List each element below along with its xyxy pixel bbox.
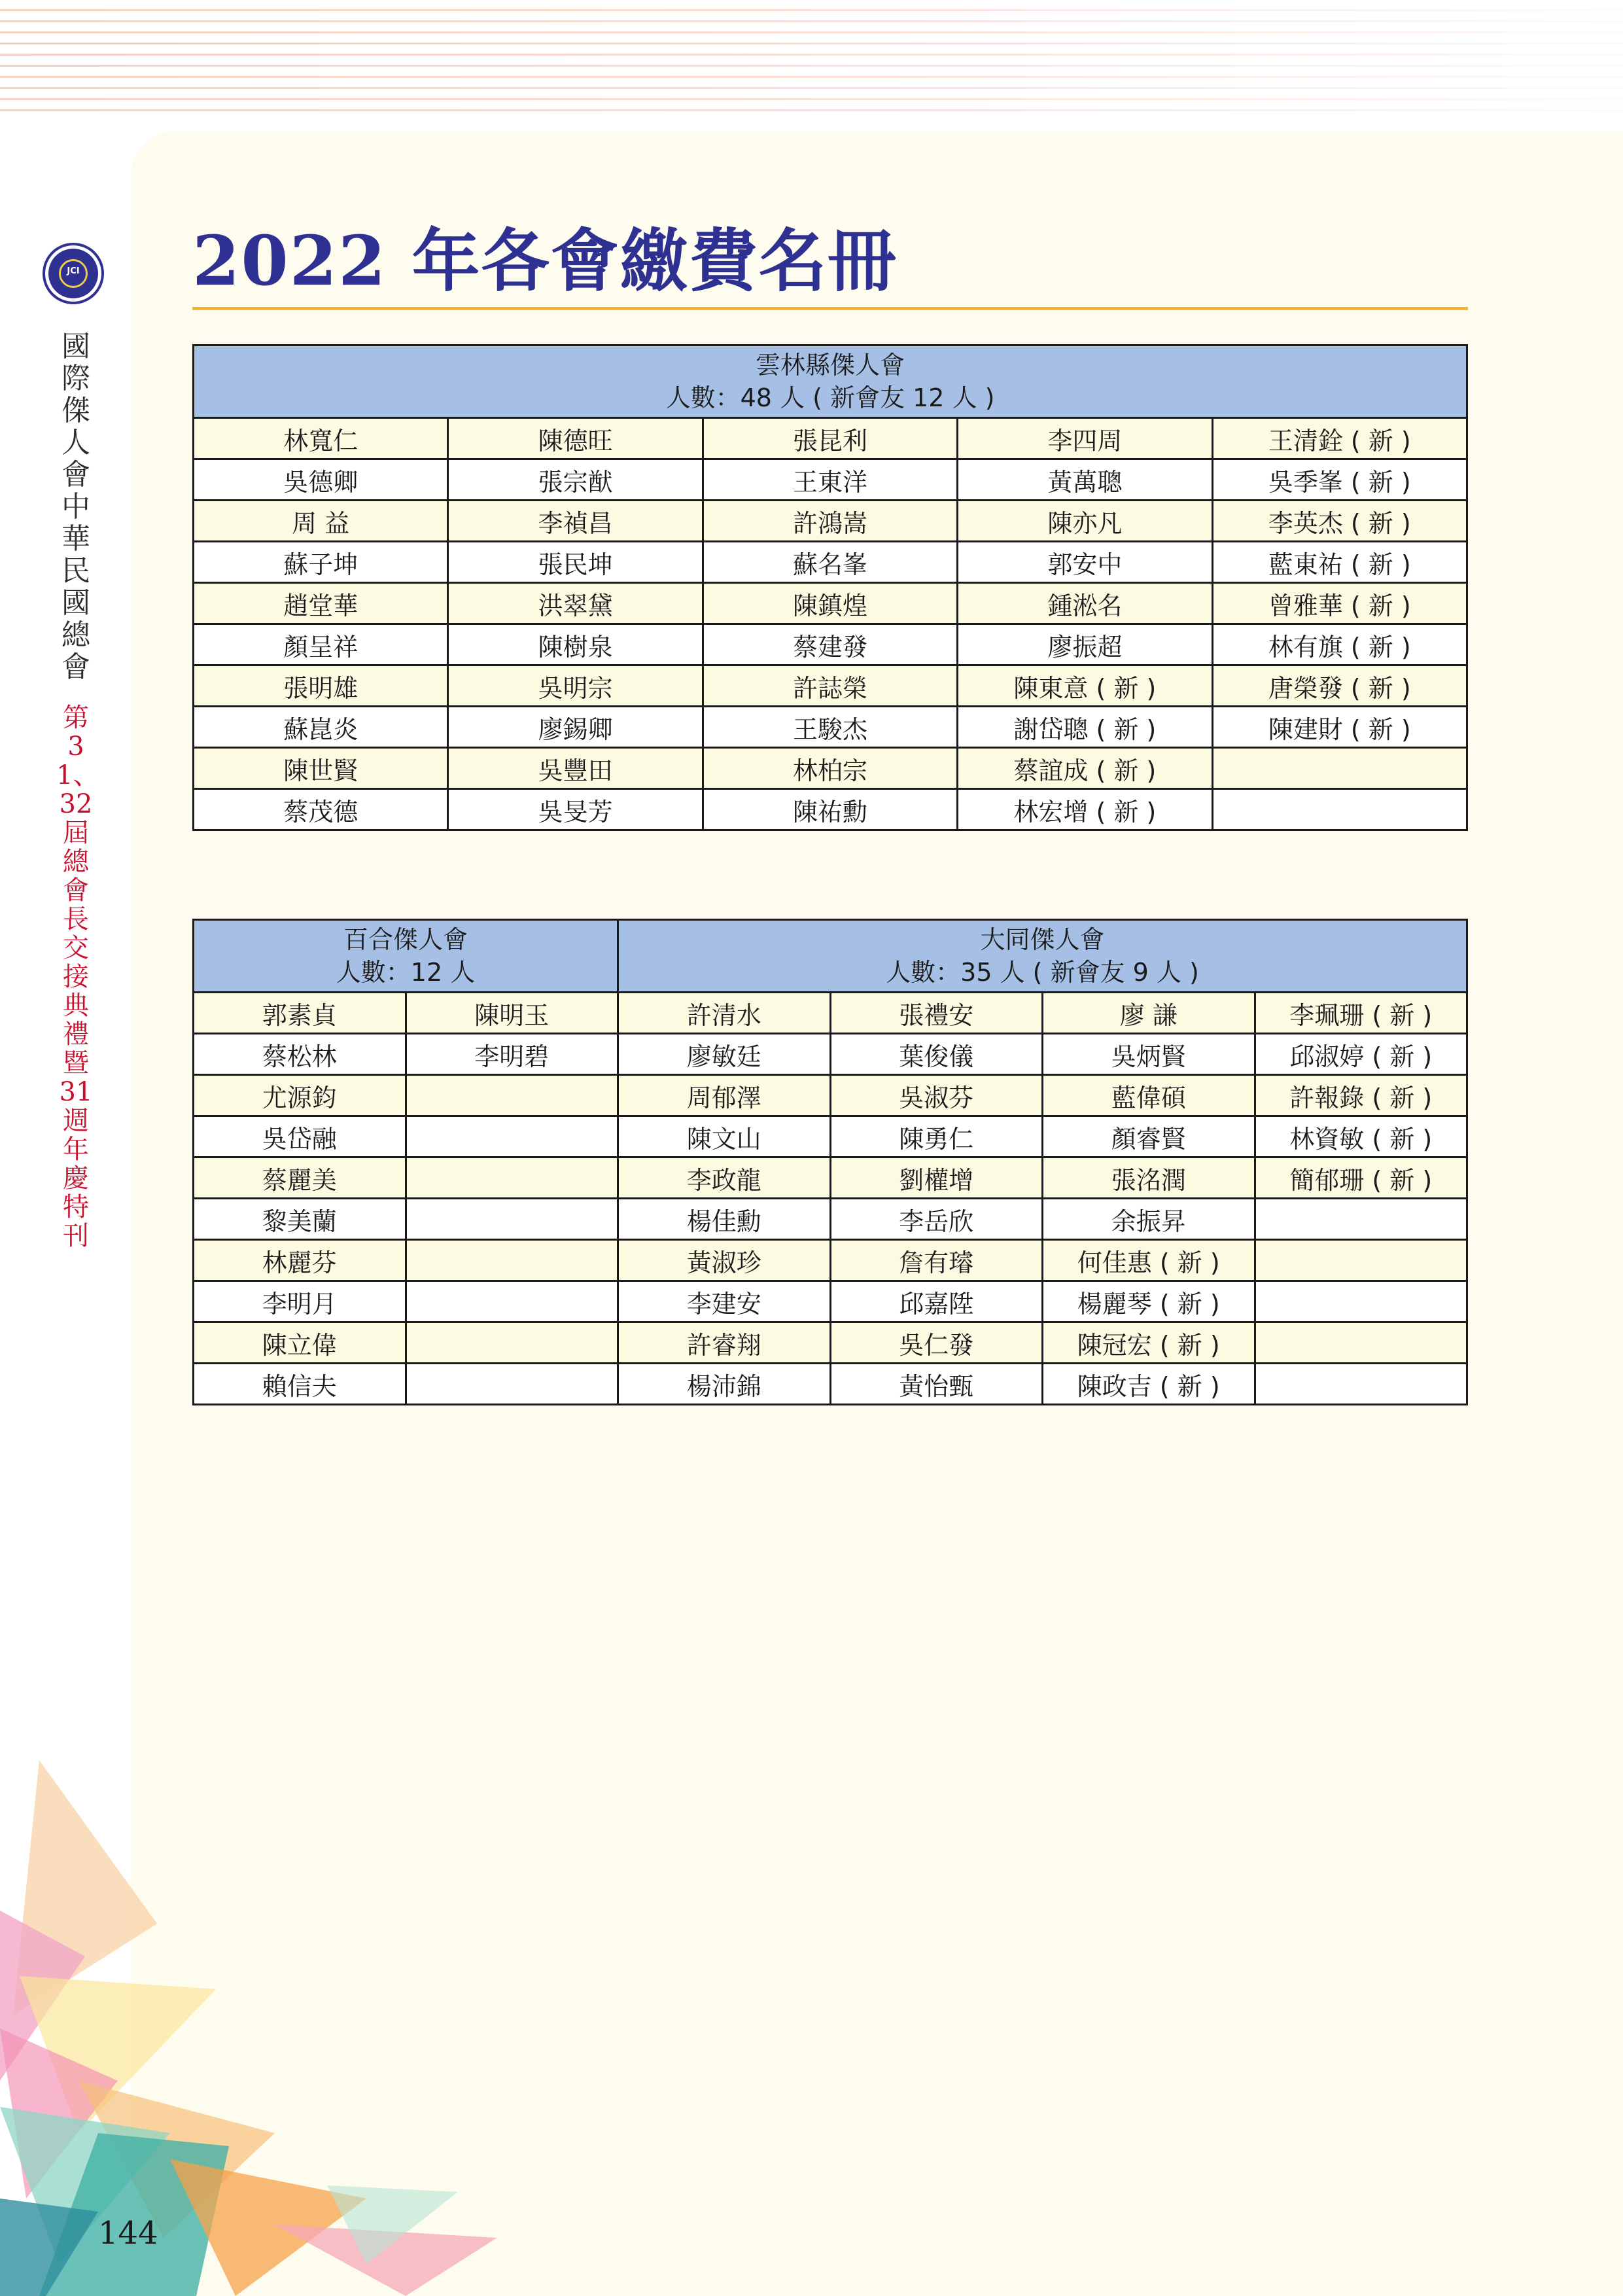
baihe-club-header bbox=[194, 920, 618, 993]
member-name-cell: 黃萬聰 bbox=[958, 459, 1212, 501]
logo-text: JCI bbox=[67, 266, 80, 276]
table-row bbox=[194, 1075, 1467, 1116]
club-member-count: 人數：12 人 bbox=[336, 958, 476, 987]
member-name-cell bbox=[1255, 1281, 1467, 1322]
member-name-cell: 洪翠黛 bbox=[448, 583, 703, 624]
member-name-cell: 林柏宗 bbox=[703, 748, 957, 789]
yunlin-club-table bbox=[192, 344, 1468, 831]
member-name-cell: 郭素貞 bbox=[194, 993, 406, 1034]
side-organization-name: 國際傑人會中華民國總會 bbox=[61, 330, 90, 684]
member-name-cell bbox=[1212, 789, 1467, 830]
member-name-cell: 郭安中 bbox=[958, 542, 1212, 583]
table-row bbox=[194, 789, 1467, 830]
member-name-cell: 曾雅華 ( 新 ) bbox=[1212, 583, 1467, 624]
member-name-cell: 邱淑婷 ( 新 ) bbox=[1255, 1034, 1467, 1075]
member-name-cell: 許清水 bbox=[618, 993, 831, 1034]
table-row bbox=[194, 1116, 1467, 1157]
member-name-cell: 劉權增 bbox=[830, 1157, 1043, 1199]
member-name-cell: 吳仁發 bbox=[830, 1322, 1043, 1364]
member-name-cell: 許睿翔 bbox=[618, 1322, 831, 1364]
table-row bbox=[194, 1281, 1467, 1322]
table-row bbox=[194, 1322, 1467, 1364]
member-name-cell: 陳世賢 bbox=[194, 748, 448, 789]
member-name-cell: 鍾淞名 bbox=[958, 583, 1212, 624]
table-row bbox=[194, 1240, 1467, 1281]
member-name-cell: 吳季峯 ( 新 ) bbox=[1212, 459, 1467, 501]
member-name-cell: 林寬仁 bbox=[194, 418, 448, 459]
member-name-cell: 唐榮發 ( 新 ) bbox=[1212, 665, 1467, 707]
member-name-cell bbox=[406, 1199, 618, 1240]
member-name-cell: 周 益 bbox=[194, 501, 448, 542]
member-name-cell: 李明月 bbox=[194, 1281, 406, 1322]
member-name-cell: 陳明玉 bbox=[406, 993, 618, 1034]
member-name-cell: 吳淑芬 bbox=[830, 1075, 1043, 1116]
member-name-cell: 廖 謙 bbox=[1043, 993, 1255, 1034]
member-name-cell: 許誌榮 bbox=[703, 665, 957, 707]
member-name-cell bbox=[406, 1364, 618, 1405]
member-name-cell: 陳鎮煌 bbox=[703, 583, 957, 624]
decorative-triangles bbox=[0, 1740, 536, 2296]
member-name-cell: 陳祐勳 bbox=[703, 789, 957, 830]
member-name-cell: 吳明宗 bbox=[448, 665, 703, 707]
table-row bbox=[194, 707, 1467, 748]
table-row bbox=[194, 501, 1467, 542]
yunlin-club-rows bbox=[194, 418, 1467, 830]
member-name-cell: 李四周 bbox=[958, 418, 1212, 459]
member-name-cell: 李明碧 bbox=[406, 1034, 618, 1075]
member-name-cell: 吳炳賢 bbox=[1043, 1034, 1255, 1075]
member-name-cell: 許報錄 ( 新 ) bbox=[1255, 1075, 1467, 1116]
member-name-cell: 藍東祐 ( 新 ) bbox=[1212, 542, 1467, 583]
side-event-title: 第31、32屆總會長交接典禮暨31週年慶特刊 bbox=[56, 703, 99, 1251]
member-name-cell: 廖振超 bbox=[958, 624, 1212, 665]
yunlin-club-header bbox=[194, 345, 1467, 418]
member-name-cell bbox=[1255, 1322, 1467, 1364]
member-name-cell: 張昆利 bbox=[703, 418, 957, 459]
member-name-cell bbox=[406, 1157, 618, 1199]
baihe-datong-club-table bbox=[192, 919, 1468, 1405]
member-name-cell: 吳岱融 bbox=[194, 1116, 406, 1157]
member-name-cell: 李岳欣 bbox=[830, 1199, 1043, 1240]
member-name-cell: 蘇名峯 bbox=[703, 542, 957, 583]
member-name-cell: 何佳惠 ( 新 ) bbox=[1043, 1240, 1255, 1281]
member-name-cell: 陳東意 ( 新 ) bbox=[958, 665, 1212, 707]
member-name-cell: 吳旻芳 bbox=[448, 789, 703, 830]
member-name-cell: 陳政吉 ( 新 ) bbox=[1043, 1364, 1255, 1405]
table-row bbox=[194, 1034, 1467, 1075]
member-name-cell: 張明雄 bbox=[194, 665, 448, 707]
member-name-cell bbox=[1212, 748, 1467, 789]
organization-logo bbox=[48, 249, 98, 298]
member-name-cell: 王東洋 bbox=[703, 459, 957, 501]
club-name: 雲林縣傑人會 bbox=[755, 351, 905, 380]
member-name-cell: 陳勇仁 bbox=[830, 1116, 1043, 1157]
member-name-cell: 楊麗琴 ( 新 ) bbox=[1043, 1281, 1255, 1322]
member-name-cell: 陳樹泉 bbox=[448, 624, 703, 665]
member-name-cell: 謝岱聰 ( 新 ) bbox=[958, 707, 1212, 748]
table-row bbox=[194, 748, 1467, 789]
member-name-cell: 顏呈祥 bbox=[194, 624, 448, 665]
member-name-cell: 陳文山 bbox=[618, 1116, 831, 1157]
member-name-cell: 林麗芬 bbox=[194, 1240, 406, 1281]
member-name-cell: 陳亦凡 bbox=[958, 501, 1212, 542]
table-row bbox=[194, 1157, 1467, 1199]
member-name-cell: 余振昇 bbox=[1043, 1199, 1255, 1240]
member-name-cell: 蔡建發 bbox=[703, 624, 957, 665]
member-name-cell: 張民坤 bbox=[448, 542, 703, 583]
table-row bbox=[194, 1364, 1467, 1405]
member-name-cell: 林有旗 ( 新 ) bbox=[1212, 624, 1467, 665]
member-name-cell bbox=[406, 1281, 618, 1322]
member-name-cell: 陳冠宏 ( 新 ) bbox=[1043, 1322, 1255, 1364]
member-name-cell: 詹有璿 bbox=[830, 1240, 1043, 1281]
member-name-cell: 李英杰 ( 新 ) bbox=[1212, 501, 1467, 542]
member-name-cell bbox=[1255, 1364, 1467, 1405]
member-name-cell: 楊佳勳 bbox=[618, 1199, 831, 1240]
member-name-cell bbox=[406, 1075, 618, 1116]
member-name-cell: 蔡茂德 bbox=[194, 789, 448, 830]
member-name-cell: 張洺潤 bbox=[1043, 1157, 1255, 1199]
member-name-cell: 吳豐田 bbox=[448, 748, 703, 789]
member-name-cell: 蔡麗美 bbox=[194, 1157, 406, 1199]
club-member-count: 人數：35 人 ( 新會友 9 人 ) bbox=[886, 958, 1199, 987]
member-name-cell: 周郁澤 bbox=[618, 1075, 831, 1116]
member-name-cell: 賴信夫 bbox=[194, 1364, 406, 1405]
member-name-cell: 楊沛錦 bbox=[618, 1364, 831, 1405]
member-name-cell: 簡郁珊 ( 新 ) bbox=[1255, 1157, 1467, 1199]
page-number: 144 bbox=[98, 2215, 158, 2252]
member-name-cell: 廖敏廷 bbox=[618, 1034, 831, 1075]
member-name-cell: 李政龍 bbox=[618, 1157, 831, 1199]
member-name-cell: 林宏增 ( 新 ) bbox=[958, 789, 1212, 830]
member-name-cell bbox=[406, 1240, 618, 1281]
club-name: 百合傑人會 bbox=[343, 925, 468, 954]
member-name-cell: 蘇子坤 bbox=[194, 542, 448, 583]
member-name-cell: 張宗猷 bbox=[448, 459, 703, 501]
member-name-cell: 葉俊儀 bbox=[830, 1034, 1043, 1075]
member-name-cell: 李珮珊 ( 新 ) bbox=[1255, 993, 1467, 1034]
member-name-cell: 許鴻嵩 bbox=[703, 501, 957, 542]
member-name-cell: 吳德卿 bbox=[194, 459, 448, 501]
member-name-cell: 邱嘉陞 bbox=[830, 1281, 1043, 1322]
member-name-cell: 張禮安 bbox=[830, 993, 1043, 1034]
table-row bbox=[194, 583, 1467, 624]
member-name-cell: 林資敏 ( 新 ) bbox=[1255, 1116, 1467, 1157]
table-row bbox=[194, 624, 1467, 665]
member-name-cell bbox=[1255, 1199, 1467, 1240]
member-name-cell: 陳立偉 bbox=[194, 1322, 406, 1364]
table-row bbox=[194, 418, 1467, 459]
table-row bbox=[194, 665, 1467, 707]
member-name-cell: 黃淑珍 bbox=[618, 1240, 831, 1281]
datong-club-header bbox=[618, 920, 1467, 993]
club-member-count: 人數：48 人 ( 新會友 12 人 ) bbox=[665, 383, 995, 412]
member-name-cell bbox=[406, 1116, 618, 1157]
member-name-cell: 陳建財 ( 新 ) bbox=[1212, 707, 1467, 748]
member-name-cell: 陳德旺 bbox=[448, 418, 703, 459]
member-name-cell: 黃怡甄 bbox=[830, 1364, 1043, 1405]
top-stripe-fade bbox=[0, 0, 1623, 111]
member-name-cell bbox=[406, 1322, 618, 1364]
member-name-cell: 尤源鈞 bbox=[194, 1075, 406, 1116]
member-name-cell: 蔡誼成 ( 新 ) bbox=[958, 748, 1212, 789]
table-row bbox=[194, 542, 1467, 583]
member-name-cell: 蔡松林 bbox=[194, 1034, 406, 1075]
club-name: 大同傑人會 bbox=[980, 925, 1105, 954]
table-row bbox=[194, 1199, 1467, 1240]
member-name-cell: 廖錫卿 bbox=[448, 707, 703, 748]
member-name-cell: 王清銓 ( 新 ) bbox=[1212, 418, 1467, 459]
member-name-cell: 藍偉碩 bbox=[1043, 1075, 1255, 1116]
member-name-cell: 李禎昌 bbox=[448, 501, 703, 542]
member-name-cell: 顏睿賢 bbox=[1043, 1116, 1255, 1157]
page-title: 2022 年各會繳費名冊 bbox=[192, 221, 898, 301]
title-underline bbox=[192, 307, 1468, 310]
member-name-cell bbox=[1255, 1240, 1467, 1281]
member-name-cell: 王駿杰 bbox=[703, 707, 957, 748]
baihe-datong-club-rows bbox=[194, 993, 1467, 1405]
member-name-cell: 黎美蘭 bbox=[194, 1199, 406, 1240]
member-name-cell: 趙堂華 bbox=[194, 583, 448, 624]
table-row bbox=[194, 993, 1467, 1034]
table-row bbox=[194, 459, 1467, 501]
member-name-cell: 李建安 bbox=[618, 1281, 831, 1322]
member-name-cell: 蘇崑炎 bbox=[194, 707, 448, 748]
